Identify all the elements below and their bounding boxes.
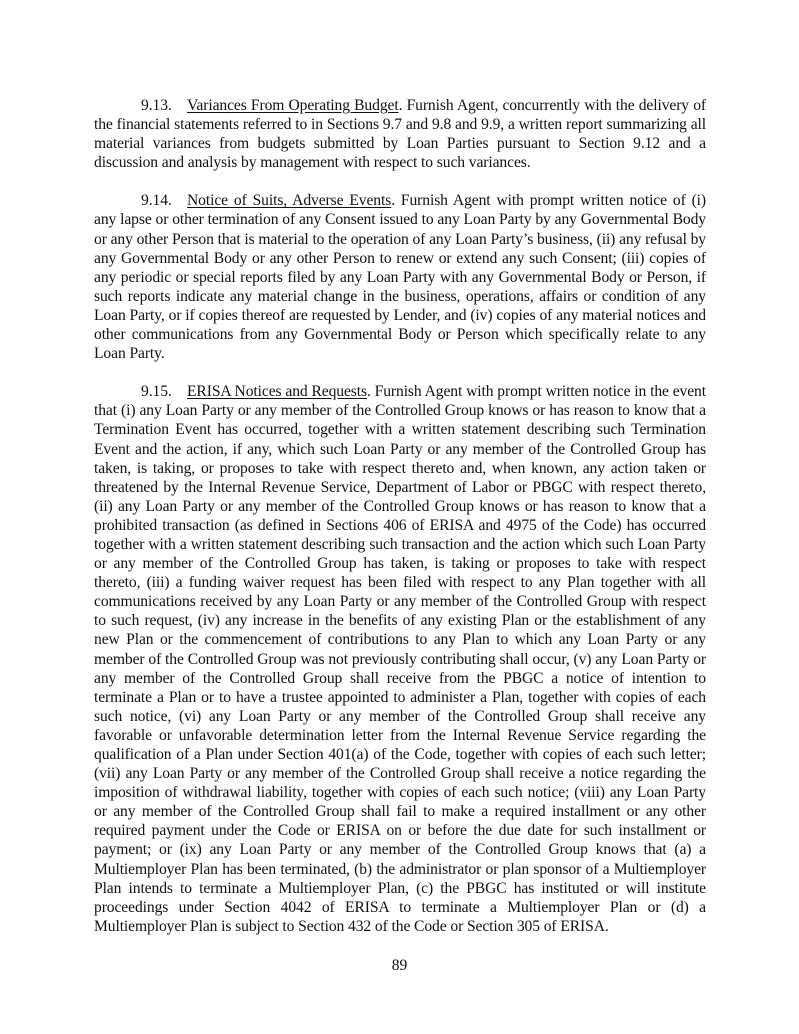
section-9-13 — [94, 96, 706, 172]
section-9-14 — [94, 191, 706, 363]
document-page — [94, 96, 706, 955]
section-number: 9.14. — [141, 192, 172, 210]
section-heading: Variances From Operating Budget — [187, 97, 399, 114]
section-heading: ERISA Notices and Requests — [187, 383, 367, 401]
section-body: . Furnish Agent with prompt written notice of (i) any lapse or other termination of any Consent issued to any Loan Party by any Governmental Body or any other Person that is material to the operation of any Loan Party’s business, (ii) any refusal by any Governmental Body or any other Person to renew or extend any such Consent; (iii) copies of any periodic or special reports filed by any Loan Party with any Governmental Body or Person, if such reports indicate any material change in the business, operations, affairs or condition of any Loan Party, or if copies thereof are requested by Lender, and (iv) copies of any material notices and other communications from any Governmental Body or Person which specifically relate to any Loan Party. — [94, 192, 706, 363]
section-9-15 — [94, 382, 706, 936]
section-body: . Furnish Agent, concurrently with the delivery of the financial statements referred to in Sections 9.7 and 9.8 and 9.9, a written report summarizing all material variances from budgets submitted by Loan Parties pursuant to Section 9.12 and a discussion and analysis by management with respect to such variances. — [94, 97, 706, 172]
section-body: . Furnish Agent with prompt written notice in the event that (i) any Loan Party or any member of the Controlled Group knows or has reason to know that a Termination Event has occurred, together with a written statement describing such Termination Event and the action, if any, which such Loan Party or any member of the Controlled Group has taken, is taking, or proposes to take with respect thereto and, when known, any action taken or threatened by the Internal Revenue Service, Department of Labor or PBGC with respect thereto, (ii) any Loan Party or any member of the Controlled Group knows or has reason to know that a prohibited transaction (as defined in Sections 406 of ERISA and 4975 of the Code) has occurred together with a written statement describing such transaction and the action which such Loan Party or any member of the Controlled Group has taken, is taking or proposes to take with respect thereto, (iii) a funding waiver request has been filed with respect to any Plan together with all communications received by any Loan Party or any member of the Controlled Group with respect to such request, (iv) any increase in the benefits of any existing Plan or the establishment of any new Plan or the commencement of contributions to any Plan to which any Loan Party or any member of the Controlled Group was not previously contributing shall occur, (v) any Loan Party or any member of the Controlled Group shall receive from the PBGC a notice of intention to terminate a Plan or to have a trustee appointed to administer a Plan, together with copies of each such notice, (vi) any Loan Party or any member of the Controlled Group shall receive any favorable or unfavorable determination letter from the Internal Revenue Service regarding the qualification of a Plan under Section 401(a) of the Code, together with copies of each such letter; (vii) any Loan Party or any member of the Controlled Group shall receive a notice regarding the imposition of withdrawal liability, together with copies of each such notice; (viii) any Loan Party or any member of the Controlled Group shall fail to make a required installment or any other required payment under the Code or ERISA on or before the due date for such installment or payment; or (ix) any Loan Party or any member of the Controlled Group knows that (a) a Multiemployer Plan has been terminated, (b) the administrator or plan sponsor of a Multiemployer Plan intends to terminate a Multiemployer Plan, (c) the PBGC has instituted or will institute proceedings under Section 4042 of ERISA to terminate a Multiemployer Plan or (d) a Multiemployer Plan is subject to Section 432 of the Code or Section 305 of ERISA. — [94, 383, 706, 935]
page-number: 89 — [391, 957, 408, 974]
section-number: 9.13. — [141, 97, 172, 114]
section-number: 9.15. — [141, 383, 172, 401]
section-heading: Notice of Suits, Adverse Events — [187, 192, 392, 210]
